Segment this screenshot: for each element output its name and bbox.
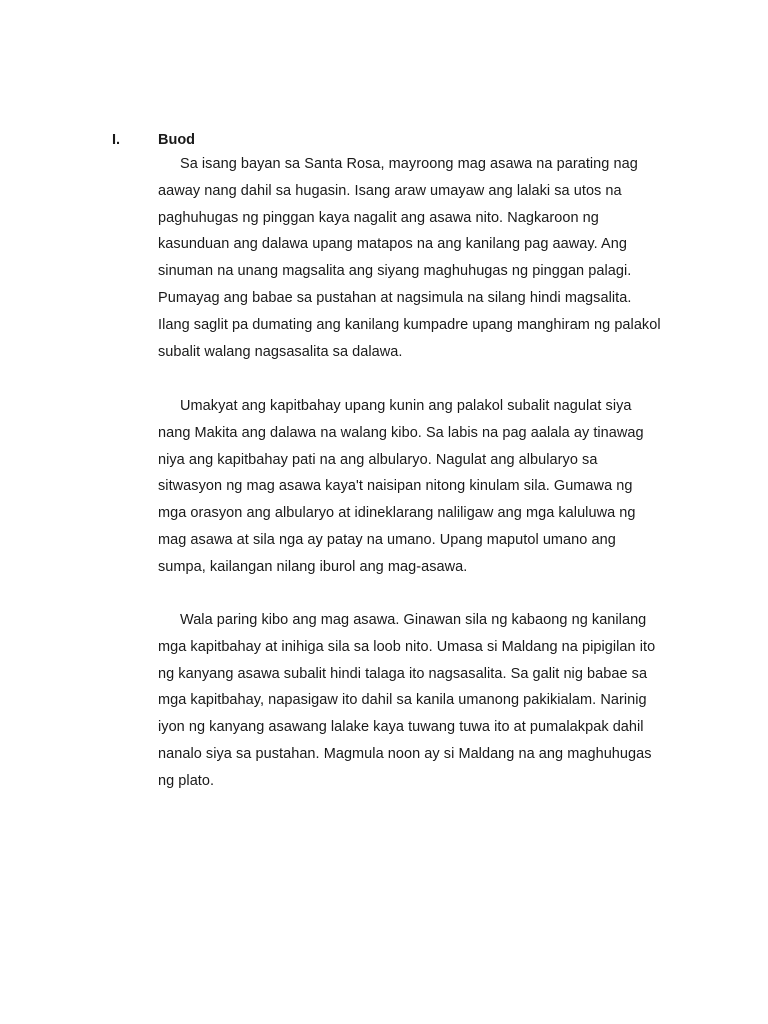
paragraph-line: sumpa, kailangan nilang iburol ang mag-asawa. [158,558,468,575]
paragraph-line: ng kanyang asawa subalit hindi talaga ito nagsasalita. Sa galit nig babae sa [158,665,648,682]
paragraph-2 [158,393,683,581]
paragraph-line: subalit walang nagsasalita sa dalawa. [158,343,403,360]
paragraph-line: mga orasyon ang albularyo at idineklarang naliligaw ang mga kaluluwa ng [158,505,636,522]
paragraph-line: Ilang saglit pa dumating ang kanilang kumpadre upang manghiram ng palakol [158,316,661,333]
paragraph-line: mag asawa at sila nga ay patay na umano. Upang maputol umano ang [158,531,616,548]
paragraph-line: kasunduan ang dalawa upang matapos na ang kanilang pag aaway. Ang [158,236,627,253]
paragraph-line: iyon ng kanyang asawang lalake kaya tuwang tuwa ito at pumalakpak dahil [158,719,644,736]
section-number: I. [112,132,121,148]
paragraph-3 [158,607,683,795]
paragraph-line: mga kapitbahay at inihiga sila sa loob nito. Umasa si Maldang na pipigilan ito [158,638,656,655]
section-title: Buod [158,132,196,148]
paragraph-line: mga kapitbahay, napasigaw ito dahil sa kanila umanong pakikialam. Narinig [158,692,647,709]
paragraph-line: Pumayag ang babae sa pustahan at nagsimula na silang hindi magsalita. [158,289,632,306]
paragraph-line: niya ang kapitbahay pati na ang albularyo. Nagulat ang albularyo sa [158,451,598,468]
paragraph-line: nang Makita ang dalawa na walang kibo. Sa labis na pag aalala ay tinawag [158,424,644,441]
paragraph-line: paghuhugas ng pinggan kaya nagalit ang asawa nito. Nagkaroon ng [158,209,599,226]
paragraph-line: sinuman na unang magsalita ang siyang maghuhugas ng pinggan palagi. [158,263,632,280]
paragraph-line: nanalo siya sa pustahan. Magmula noon ay si Maldang na ang maghuhugas [158,745,652,762]
paragraph-line: ng plato. [158,772,215,789]
paragraph-line: Sa isang bayan sa Santa Rosa, mayroong mag asawa na parating nag [180,156,638,172]
paragraph-line: aaway nang dahil sa hugasin. Isang araw umayaw ang lalaki sa utos na [158,182,622,199]
paragraph-1 [158,151,683,365]
paragraph-line: Umakyat ang kapitbahay upang kunin ang palakol subalit nagulat siya [180,398,632,414]
paragraph-line: Wala paring kibo ang mag asawa. Ginawan sila ng kabaong ng kanilang [180,612,647,628]
paragraph-line: sitwasyon ng mag asawa kaya't naisipan nitong kinulam sila. Gumawa ng [158,478,633,495]
